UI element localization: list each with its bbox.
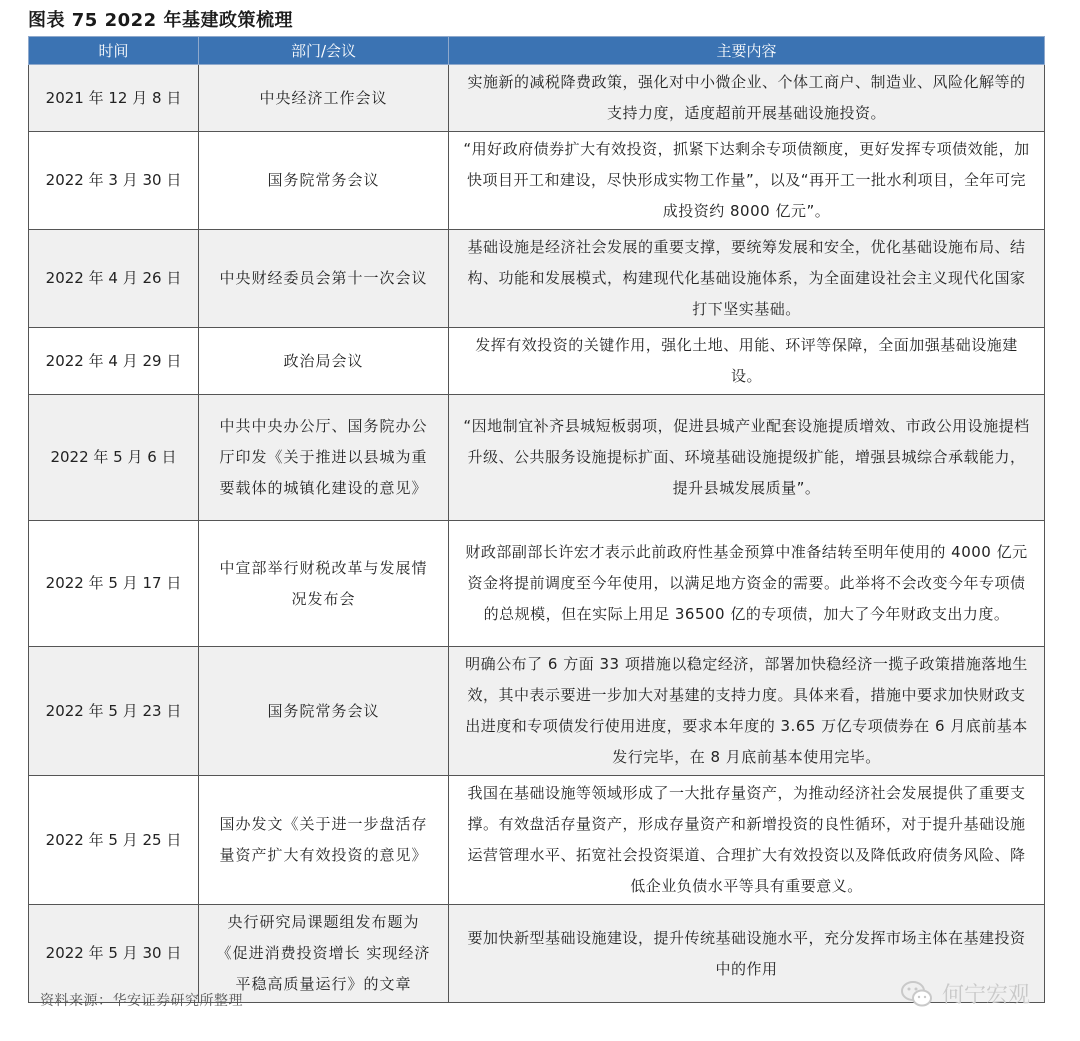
row-date: 2022 年 5 月 25 日 bbox=[29, 776, 199, 905]
row-date: 2022 年 3 月 30 日 bbox=[29, 132, 199, 230]
table-row bbox=[29, 905, 1045, 1003]
table-row bbox=[29, 647, 1045, 776]
header-dept: 部门/会议 bbox=[199, 37, 449, 65]
policy-table bbox=[28, 36, 1045, 1003]
wechat-icon bbox=[900, 979, 934, 1009]
row-dept: 中共中央办公厅、国务院办公厅印发《关于推进以县城为重要载体的城镇化建设的意见》 bbox=[199, 395, 449, 521]
row-dept: 政治局会议 bbox=[199, 328, 449, 395]
table-row bbox=[29, 776, 1045, 905]
row-content: 发挥有效投资的关键作用，强化土地、用能、环评等保障，全面加强基础设施建设。 bbox=[449, 328, 1045, 395]
row-content: 基础设施是经济社会发展的重要支撑，要统筹发展和安全，优化基础设施布局、结构、功能和发展模式，构建现代化基础设施体系，为全面建设社会主义现代化国家打下坚实基础。 bbox=[449, 230, 1045, 328]
row-content: 我国在基础设施等领域形成了一大批存量资产，为推动经济社会发展提供了重要支撑。有效盘活存量资产，形成存量资产和新增投资的良性循环，对于提升基础设施运营管理水平、拓宽社会投资渠道、合理扩大有效投资以及降低政府债务风险、降低企业负债水平等具有重要意义。 bbox=[449, 776, 1045, 905]
row-date: 2022 年 5 月 23 日 bbox=[29, 647, 199, 776]
table-row bbox=[29, 328, 1045, 395]
row-date: 2022 年 4 月 29 日 bbox=[29, 328, 199, 395]
row-dept: 中央经济工作会议 bbox=[199, 65, 449, 132]
table-row bbox=[29, 65, 1045, 132]
row-date: 2022 年 5 月 17 日 bbox=[29, 521, 199, 647]
row-content: “因地制宜补齐县城短板弱项，促进县城产业配套设施提质增效、市政公用设施提档升级、公共服务设施提标扩面、环境基础设施提级扩能，增强县城综合承载能力，提升县城发展质量”。 bbox=[449, 395, 1045, 521]
row-content: 实施新的减税降费政策，强化对中小微企业、个体工商户、制造业、风险化解等的支持力度，适度超前开展基础设施投资。 bbox=[449, 65, 1045, 132]
row-date: 2022 年 5 月 30 日 bbox=[29, 905, 199, 1003]
table-row bbox=[29, 395, 1045, 521]
table-caption: 图表 75 2022 年基建政策梳理 bbox=[28, 10, 293, 31]
row-content: 明确公布了 6 方面 33 项措施以稳定经济，部署加快稳经济一揽子政策措施落地生效，其中表示要进一步加大对基建的支持力度。具体来看，措施中要求加快财政支出进度和专项债发行使用进度，要求本年度的 3.65 万亿专项债券在 6 月底前基本发行完毕，在 8 月底前基本使用完毕。 bbox=[449, 647, 1045, 776]
watermark bbox=[900, 978, 1030, 1009]
source-note: 资料来源：华安证券研究所整理 bbox=[40, 993, 243, 1009]
table-header-row bbox=[29, 37, 1045, 65]
watermark-text: 何宁宏观 bbox=[942, 983, 1031, 1008]
row-date: 2021 年 12 月 8 日 bbox=[29, 65, 199, 132]
row-dept: 国务院常务会议 bbox=[199, 647, 449, 776]
row-dept: 国办发文《关于进一步盘活存量资产扩大有效投资的意见》 bbox=[199, 776, 449, 905]
row-dept: 中宣部举行财税改革与发展情况发布会 bbox=[199, 521, 449, 647]
row-content: 要加快新型基础设施建设，提升传统基础设施水平，充分发挥市场主体在基建投资中的作用 bbox=[449, 905, 1045, 1003]
row-dept: 央行研究局课题组发布题为《促进消费投资增长 实现经济平稳高质量运行》的文章 bbox=[199, 905, 449, 1003]
row-dept: 中央财经委员会第十一次会议 bbox=[199, 230, 449, 328]
row-date: 2022 年 4 月 26 日 bbox=[29, 230, 199, 328]
header-time: 时间 bbox=[29, 37, 199, 65]
row-content: “用好政府债券扩大有效投资，抓紧下达剩余专项债额度，更好发挥专项债效能，加快项目开工和建设，尽快形成实物工作量”，以及“再开工一批水利项目，全年可完成投资约 8000 亿元”。 bbox=[449, 132, 1045, 230]
table-row bbox=[29, 521, 1045, 647]
row-content: 财政部副部长许宏才表示此前政府性基金预算中准备结转至明年使用的 4000 亿元资金将提前调度至今年使用，以满足地方资金的需要。此举将不会改变今年专项债的总规模，但在实际上用足 36500 亿的专项债，加大了今年财政支出力度。 bbox=[449, 521, 1045, 647]
table-row bbox=[29, 132, 1045, 230]
header-content: 主要内容 bbox=[449, 37, 1045, 65]
row-date: 2022 年 5 月 6 日 bbox=[29, 395, 199, 521]
table-row bbox=[29, 230, 1045, 328]
row-dept: 国务院常务会议 bbox=[199, 132, 449, 230]
